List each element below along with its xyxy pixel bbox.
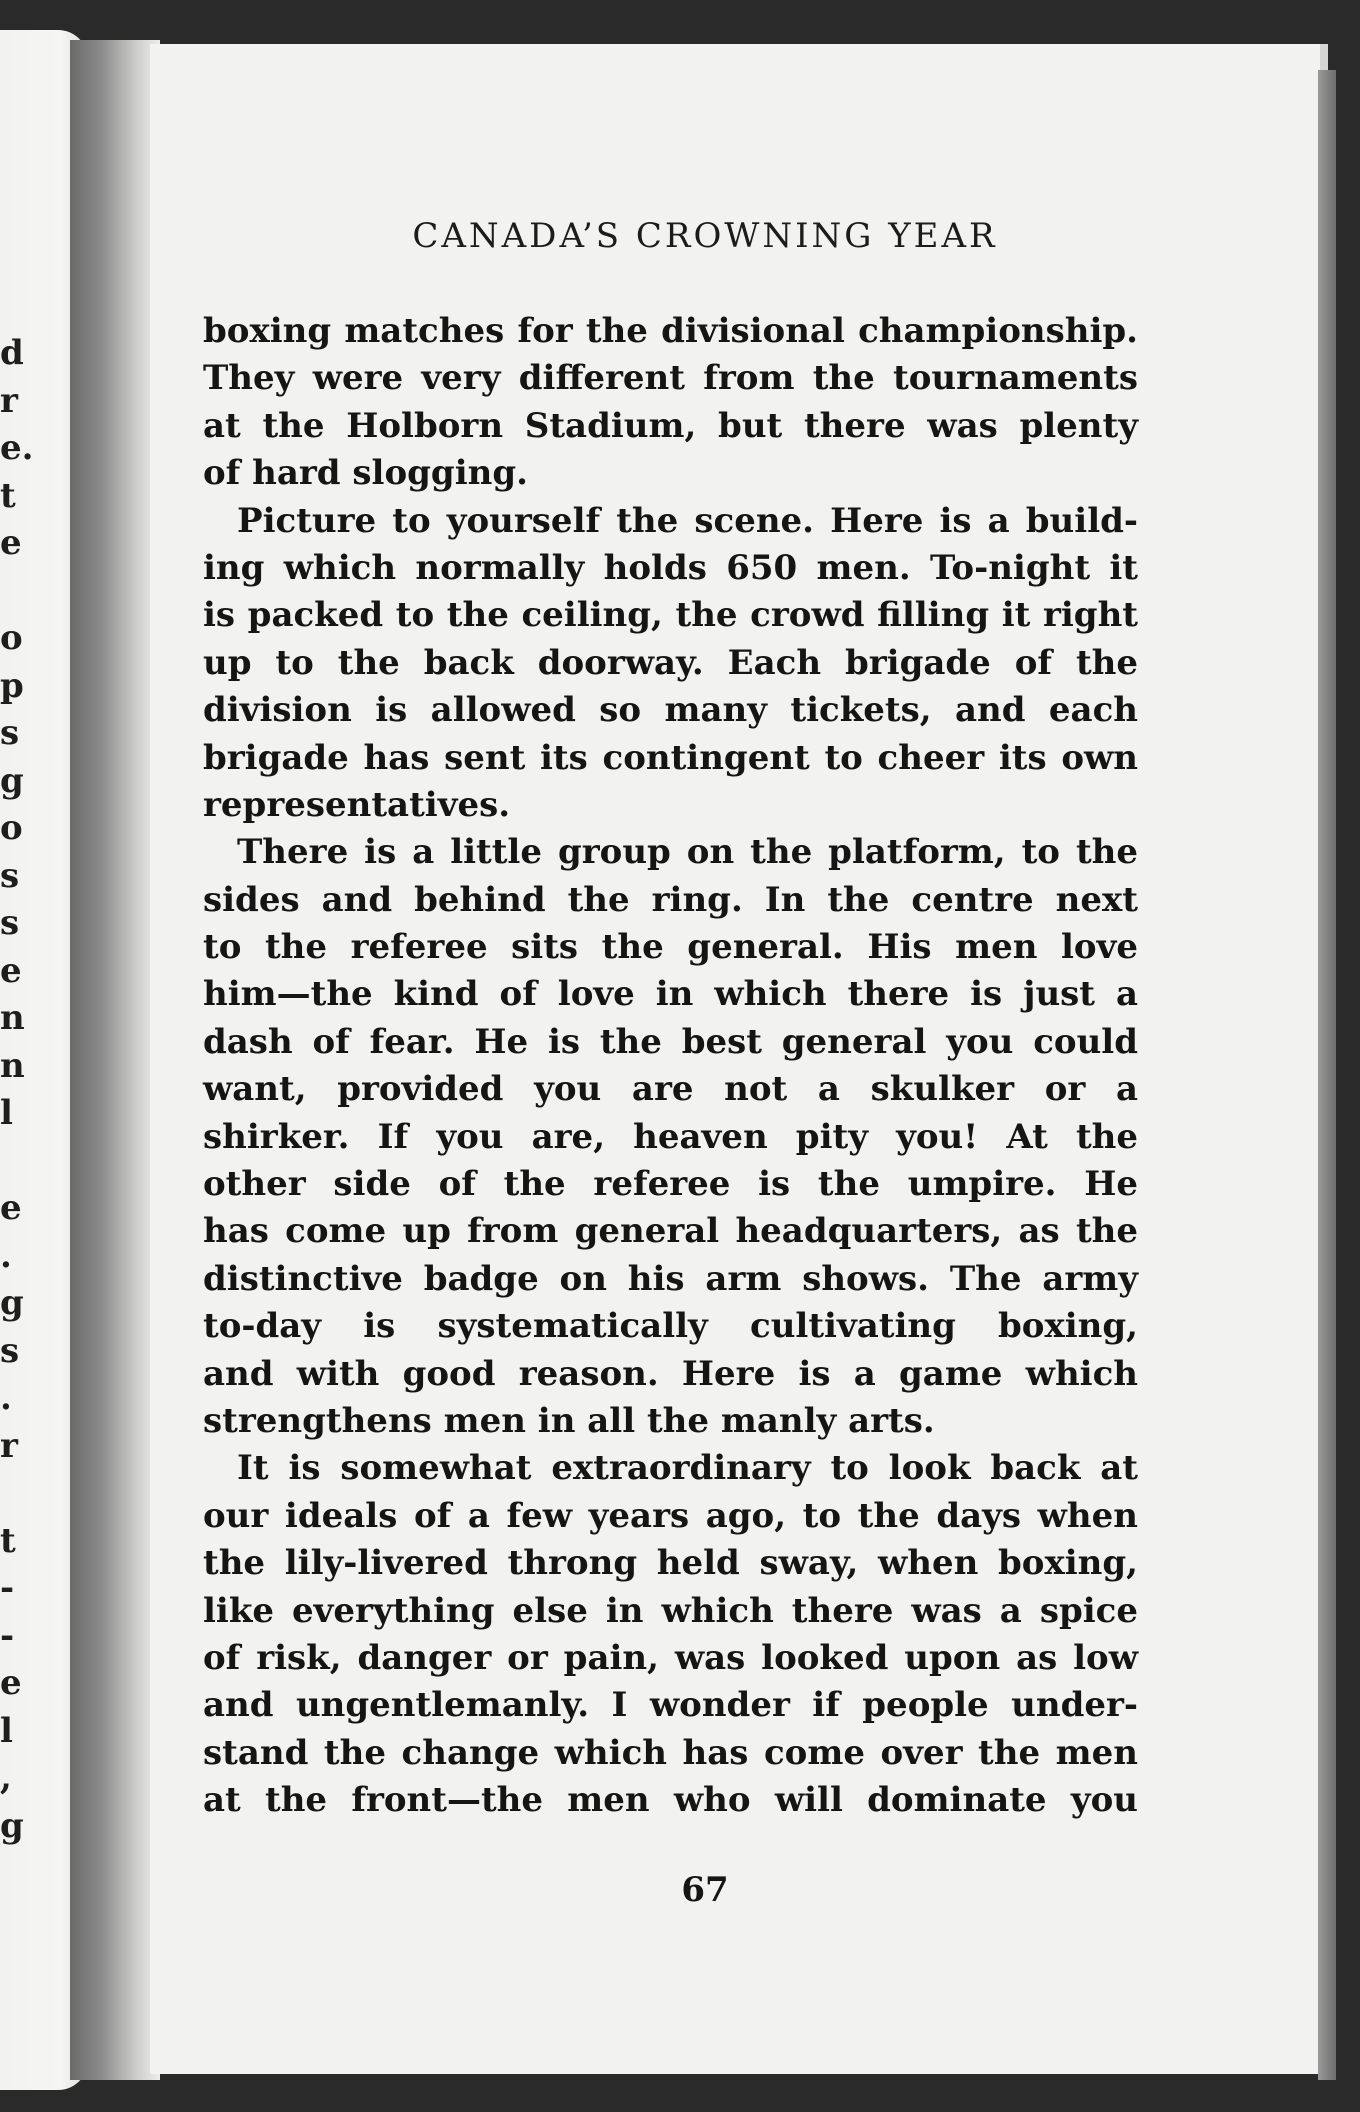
text-line: They were very different from the tournaments — [203, 358, 1138, 399]
facing-letter: g — [0, 1805, 24, 1846]
running-head: CANADA’S CROWNING YEAR — [412, 216, 998, 256]
text-line: There is a little group on the platform, to the — [237, 832, 1138, 873]
facing-letter: e — [0, 1663, 22, 1703]
text-line: to the referee sits the general. His men love — [203, 927, 1138, 968]
facing-letter: g — [0, 760, 24, 801]
facing-letter: s — [0, 903, 20, 943]
facing-letter: l — [0, 1710, 13, 1751]
text-line: stand the change which has come over the men — [203, 1732, 1138, 1773]
facing-letter-gap — [0, 568, 20, 616]
text-line: shirker. If you are, heaven pity you! At the — [203, 1116, 1138, 1157]
text-line: It is somewhat extraordinary to look back at — [237, 1448, 1138, 1489]
facing-letter-gap — [0, 1470, 20, 1518]
facing-letter-gap — [0, 1138, 20, 1186]
text-line: has come up from general headquarters, as the — [203, 1211, 1138, 1252]
text-line: want, provided you are not a skulker or a — [203, 1069, 1138, 1110]
text-line: like everything else in which there was a spice — [203, 1590, 1138, 1631]
facing-letter: . — [0, 1235, 12, 1276]
text-line: dash of fear. He is the best general you could — [203, 1021, 1138, 1062]
text-line: at the Holborn Stadium, but there was plenty — [203, 405, 1138, 446]
facing-letter: e — [0, 1188, 22, 1228]
book-page — [150, 44, 1328, 2074]
facing-letter: t — [0, 475, 16, 516]
page-number: 67 — [681, 1870, 729, 1910]
text-line: brigade has sent its contingent to cheer its own — [203, 737, 1138, 778]
facing-page-letters — [0, 330, 34, 1850]
text-line: representatives. — [203, 784, 511, 825]
facing-letter: - — [0, 1568, 15, 1608]
text-line: division is allowed so many tickets, and each — [203, 690, 1138, 731]
facing-letter: , — [0, 1758, 12, 1798]
facing-letter: o — [0, 808, 23, 848]
text-line: and ungentlemanly. I wonder if people under- — [203, 1685, 1138, 1726]
text-line: is packed to the ceiling, the crowd filling it right — [203, 595, 1138, 636]
text-line: him—the kind of love in which there is just a — [203, 974, 1138, 1015]
facing-letter: . — [0, 1378, 12, 1418]
text-line: up to the back doorway. Each brigade of the — [203, 642, 1138, 683]
facing-letter: e — [0, 950, 22, 991]
text-line: of hard slogging. — [203, 453, 528, 494]
text-line: of risk, danger or pain, was looked upon as low — [203, 1637, 1138, 1678]
facing-letter: n — [0, 1045, 25, 1086]
facing-letter: s — [0, 1330, 20, 1371]
facing-letter: s — [0, 855, 20, 896]
text-line: to-day is systematically cultivating boxing, — [203, 1306, 1138, 1347]
book-gutter-shadow — [70, 40, 160, 2080]
facing-letter: p — [0, 665, 24, 706]
facing-letter: d — [0, 333, 24, 373]
facing-letter: g — [0, 1283, 24, 1323]
text-line: distinctive badge on his arm shows. The army — [203, 1258, 1138, 1299]
facing-letter: t — [0, 1520, 16, 1561]
text-line: other side of the referee is the umpire. He — [203, 1164, 1138, 1205]
facing-letter: e. — [0, 428, 34, 468]
facing-letter: l — [0, 1093, 13, 1133]
page-block-edge — [1318, 70, 1336, 2080]
facing-letter: e — [0, 523, 22, 563]
text-line: at the front—the men who will dominate you — [203, 1780, 1138, 1821]
text-line: strengthens men in all the manly arts. — [203, 1400, 935, 1441]
body-text — [203, 308, 1138, 1825]
text-line: Picture to yourself the scene. Here is a build- — [237, 500, 1138, 541]
text-line: and with good reason. Here is a game which — [203, 1353, 1138, 1394]
facing-letter: n — [0, 998, 25, 1038]
text-line: our ideals of a few years ago, to the days when — [203, 1495, 1138, 1536]
text-line: the lily-livered throng held sway, when boxing, — [203, 1543, 1138, 1584]
facing-letter: - — [0, 1615, 15, 1656]
facing-letter: s — [0, 713, 20, 753]
text-line: boxing matches for the divisional championship. — [203, 311, 1138, 351]
text-line: ing which normally holds 650 men. To-night it — [203, 547, 1138, 588]
facing-letter: r — [0, 1425, 18, 1466]
text-line: sides and behind the ring. In the centre next — [203, 879, 1138, 920]
facing-letter: o — [0, 618, 23, 658]
facing-letter: r — [0, 380, 18, 421]
